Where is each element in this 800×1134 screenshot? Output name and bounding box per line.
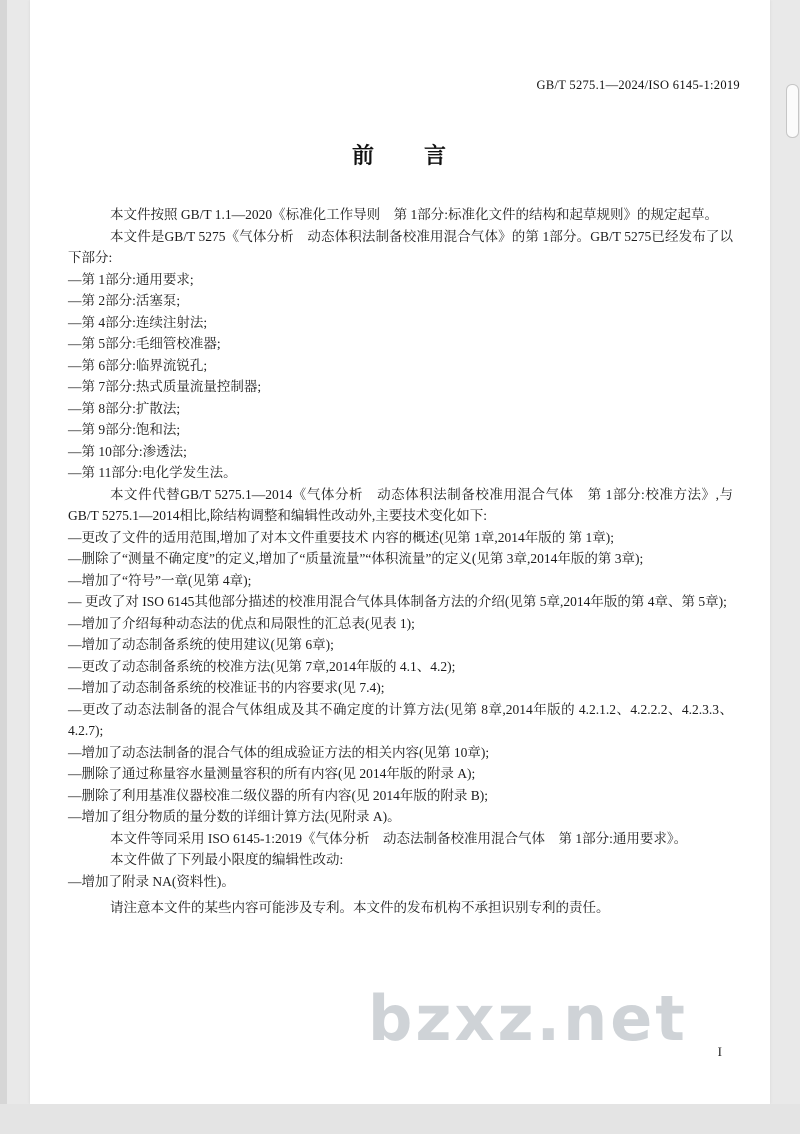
list-item: —增加了组分物质的量分数的详细计算方法(见附录 A)。 [68, 809, 401, 824]
list-item: —增加了动态法制备的混合气体的组成验证方法的相关内容(见第 10章); [68, 744, 490, 760]
bottom-margin-strip [0, 1104, 800, 1134]
watermark: bzxz.net [368, 982, 688, 1055]
list-item: —增加了介绍每种动态法的优点和局限性的汇总表(见表 1); [68, 615, 415, 631]
paragraph: 请注意本文件的某些内容可能涉及专利。本文件的发布机构不承担识别专利的责任。 [110, 900, 610, 915]
paragraph: 本文件等同采用 ISO 6145-1:2019《气体分析 动态法制备校准用混合气体 第 1部分:通用要求》。 [110, 830, 688, 846]
list-item: —第 1部分:通用要求; [68, 271, 194, 287]
list-item: — 更改了对 ISO 6145其他部分描述的校准用混合气体具体制备方法的介绍(见第 5章,2014年版的第 4章、第 5章); [68, 594, 727, 609]
page-number: I [717, 1044, 722, 1059]
list-item: —增加了附录 NA(资料性)。 [68, 873, 235, 889]
list-item: —删除了通过称量容水量测量容积的所有内容(见 2014年版的附录 A); [68, 766, 476, 781]
paragraph: 本文件做了下列最小限度的编辑性改动: [110, 852, 344, 867]
list-item: —增加了动态制备系统的使用建议(见第 6章); [68, 637, 334, 652]
list-item: —增加了动态制备系统的校准证书的内容要求(见 7.4); [68, 680, 385, 695]
scrollbar-thumb[interactable] [786, 84, 799, 138]
paragraph: 本文件代替GB/T 5275.1—2014《气体分析 动态体积法制备校准用混合气体 第 1部分:校准方法》,与GB/T 5275.1—2014相比,除结构调整和编辑性改动外,主要技术变化如下: [68, 486, 733, 523]
paragraph: 本文件是GB/T 5275《气体分析 动态体积法制备校准用混合气体》的第 1部分。GB/T 5275已经发布了以下部分: [68, 228, 733, 265]
list-item: —第 6部分:临界流锐孔; [68, 357, 208, 373]
list-item: —第 10部分:渗透法; [68, 443, 187, 459]
list-item: —增加了“符号”一章(见第 4章); [68, 572, 252, 588]
document-body [30, 204, 770, 919]
left-margin-strip [0, 0, 7, 1134]
list-item: —第 4部分:连续注射法; [68, 314, 208, 330]
list-item: —第 5部分:毛细管校准器; [68, 336, 221, 351]
standard-number: GB/T 5275.1—2024/ISO 6145-1:2019 [536, 78, 740, 92]
page-title: 前 言 [351, 143, 448, 168]
list-item: —更改了动态法制备的混合气体组成及其不确定度的计算方法(见第 8章,2014年版的 4.2.1.2、4.2.2.2、4.2.3.3、4.2.7); [68, 701, 733, 738]
list-item: —第 9部分:饱和法; [68, 422, 181, 437]
document-page [30, 0, 770, 1104]
list-item: —更改了动态制备系统的校准方法(见第 7章,2014年版的 4.1、4.2); [68, 658, 456, 674]
list-item: —删除了利用基准仪器校准二级仪器的所有内容(见 2014年版的附录 B); [68, 787, 488, 803]
list-item: —第 8部分:扩散法; [68, 400, 181, 416]
list-item: —第 7部分:热式质量流量控制器; [68, 379, 262, 394]
list-item: —第 2部分:活塞泵; [68, 293, 181, 308]
paragraph: 本文件按照 GB/T 1.1—2020《标准化工作导则 第 1部分:标准化文件的结构和起草规则》的规定起草。 [110, 207, 719, 222]
list-item: —第 11部分:电化学发生法。 [68, 465, 237, 480]
list-item: —更改了文件的适用范围,增加了对本文件重要技术 内容的概述(见第 1章,2014年版的 第 1章); [68, 529, 614, 545]
list-item: —删除了“测量不确定度”的定义,增加了“质量流量”“体积流量”的定义(见第 3章,2014年版的第 3章); [68, 551, 644, 566]
